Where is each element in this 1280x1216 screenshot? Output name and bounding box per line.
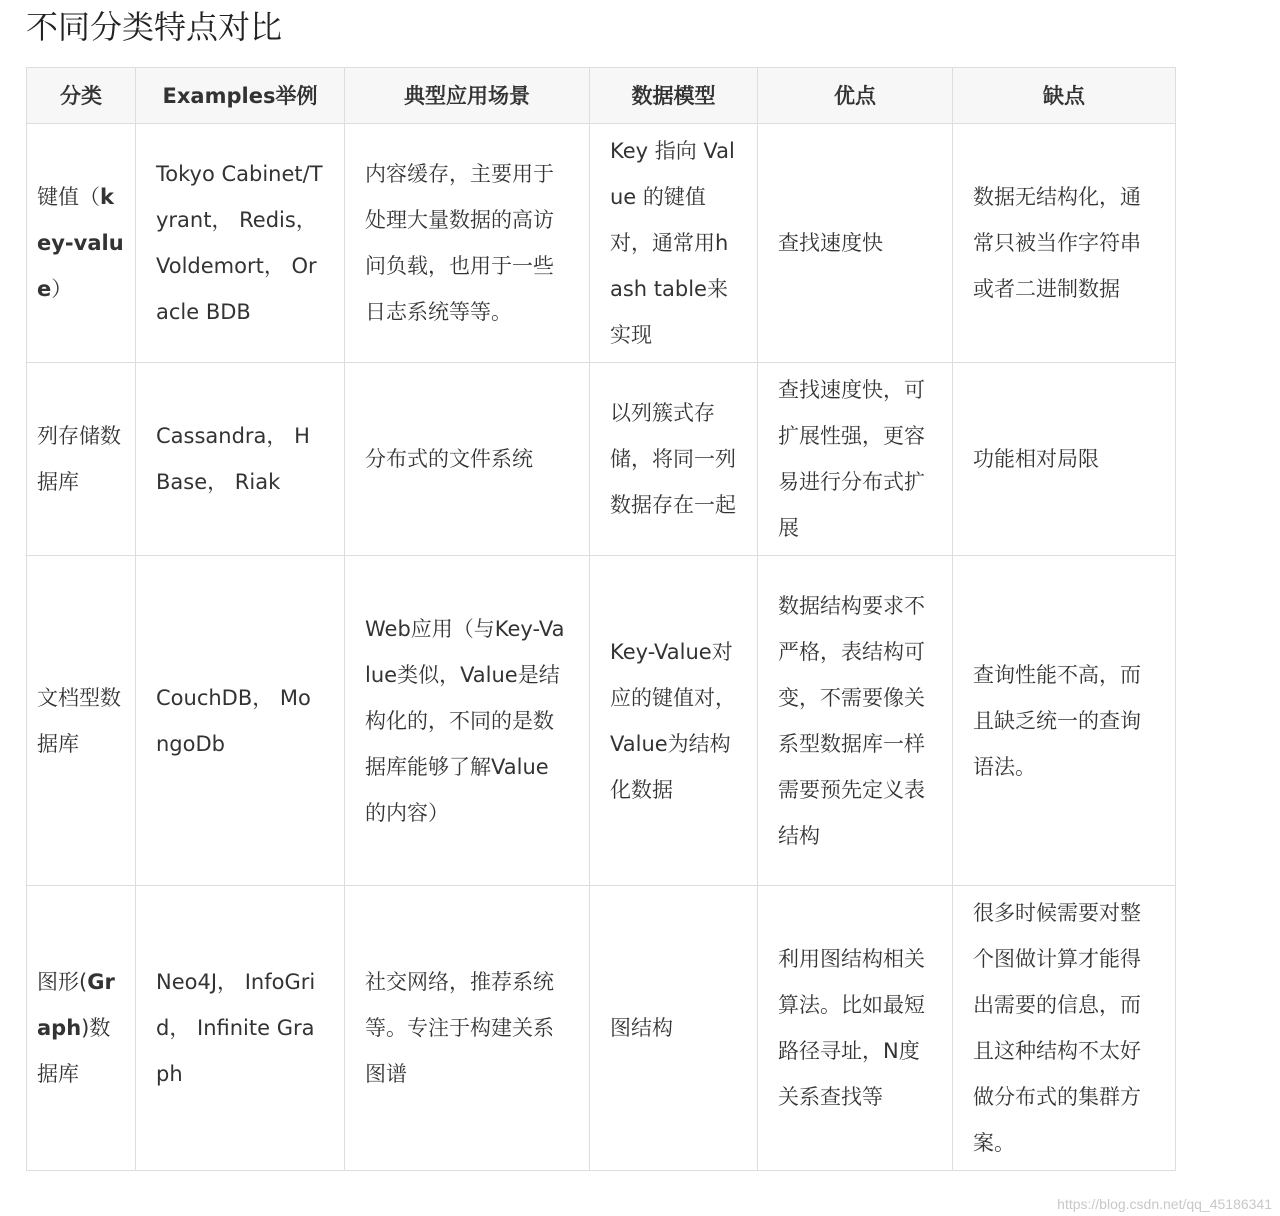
model-cell: 图结构 bbox=[590, 886, 758, 1171]
pros-cell: 查找速度快 bbox=[758, 124, 953, 363]
table-row bbox=[27, 886, 1176, 1171]
category-cell bbox=[27, 886, 136, 1171]
header-examples: Examples举例 bbox=[136, 68, 345, 124]
header-pros: 优点 bbox=[758, 68, 953, 124]
scenario-cell: Web应用（与Key-Value类似，Value是结构化的，不同的是数据库能够了解Value的内容） bbox=[345, 556, 590, 886]
page-title: 不同分类特点对比 bbox=[26, 8, 283, 46]
cons-cell: 查询性能不高，而且缺乏统一的查询语法。 bbox=[953, 556, 1176, 886]
cons-cell: 数据无结构化，通常只被当作字符串或者二进制数据 bbox=[953, 124, 1176, 363]
header-cons: 缺点 bbox=[953, 68, 1176, 124]
pros-cell: 利用图结构相关算法。比如最短路径寻址，N度关系查找等 bbox=[758, 886, 953, 1171]
examples-cell: Neo4J， InfoGrid， Infinite Graph bbox=[136, 886, 345, 1171]
model-cell: Key 指向 Value 的键值对，通常用hash table来实现 bbox=[590, 124, 758, 363]
header-model: 数据模型 bbox=[590, 68, 758, 124]
category-cell: 列存储数据库 bbox=[27, 363, 136, 556]
scenario-cell: 社交网络，推荐系统等。专注于构建关系图谱 bbox=[345, 886, 590, 1171]
category-text: 图形(Graph)数据库 bbox=[37, 970, 115, 1086]
examples-cell: CouchDB， MongoDb bbox=[136, 556, 345, 886]
table-row bbox=[27, 556, 1176, 886]
category-cell: 文档型数据库 bbox=[27, 556, 136, 886]
cons-cell: 功能相对局限 bbox=[953, 363, 1176, 556]
header-category: 分类 bbox=[27, 68, 136, 124]
pros-cell: 查找速度快，可扩展性强，更容易进行分布式扩展 bbox=[758, 363, 953, 556]
header-scenario: 典型应用场景 bbox=[345, 68, 590, 124]
scenario-cell: 分布式的文件系统 bbox=[345, 363, 590, 556]
examples-cell: Cassandra， HBase， Riak bbox=[136, 363, 345, 556]
category-text: 键值（key-value） bbox=[37, 185, 124, 301]
table-header-row bbox=[27, 68, 1176, 124]
scenario-cell: 内容缓存，主要用于处理大量数据的高访问负载，也用于一些日志系统等等。 bbox=[345, 124, 590, 363]
examples-cell: Tokyo Cabinet/Tyrant， Redis， Voldemort， Oracle BDB bbox=[136, 124, 345, 363]
model-cell: Key-Value对应的键值对，Value为结构化数据 bbox=[590, 556, 758, 886]
model-cell: 以列簇式存储，将同一列数据存在一起 bbox=[590, 363, 758, 556]
table-row bbox=[27, 124, 1176, 363]
cons-cell: 很多时候需要对整个图做计算才能得出需要的信息，而且这种结构不太好做分布式的集群方案。 bbox=[953, 886, 1176, 1171]
category-cell bbox=[27, 124, 136, 363]
comparison-table bbox=[26, 67, 1176, 1171]
watermark: https://blog.csdn.net/qq_45186341 bbox=[1057, 1196, 1272, 1212]
pros-cell: 数据结构要求不严格，表结构可变，不需要像关系型数据库一样需要预先定义表结构 bbox=[758, 556, 953, 886]
table-row bbox=[27, 363, 1176, 556]
